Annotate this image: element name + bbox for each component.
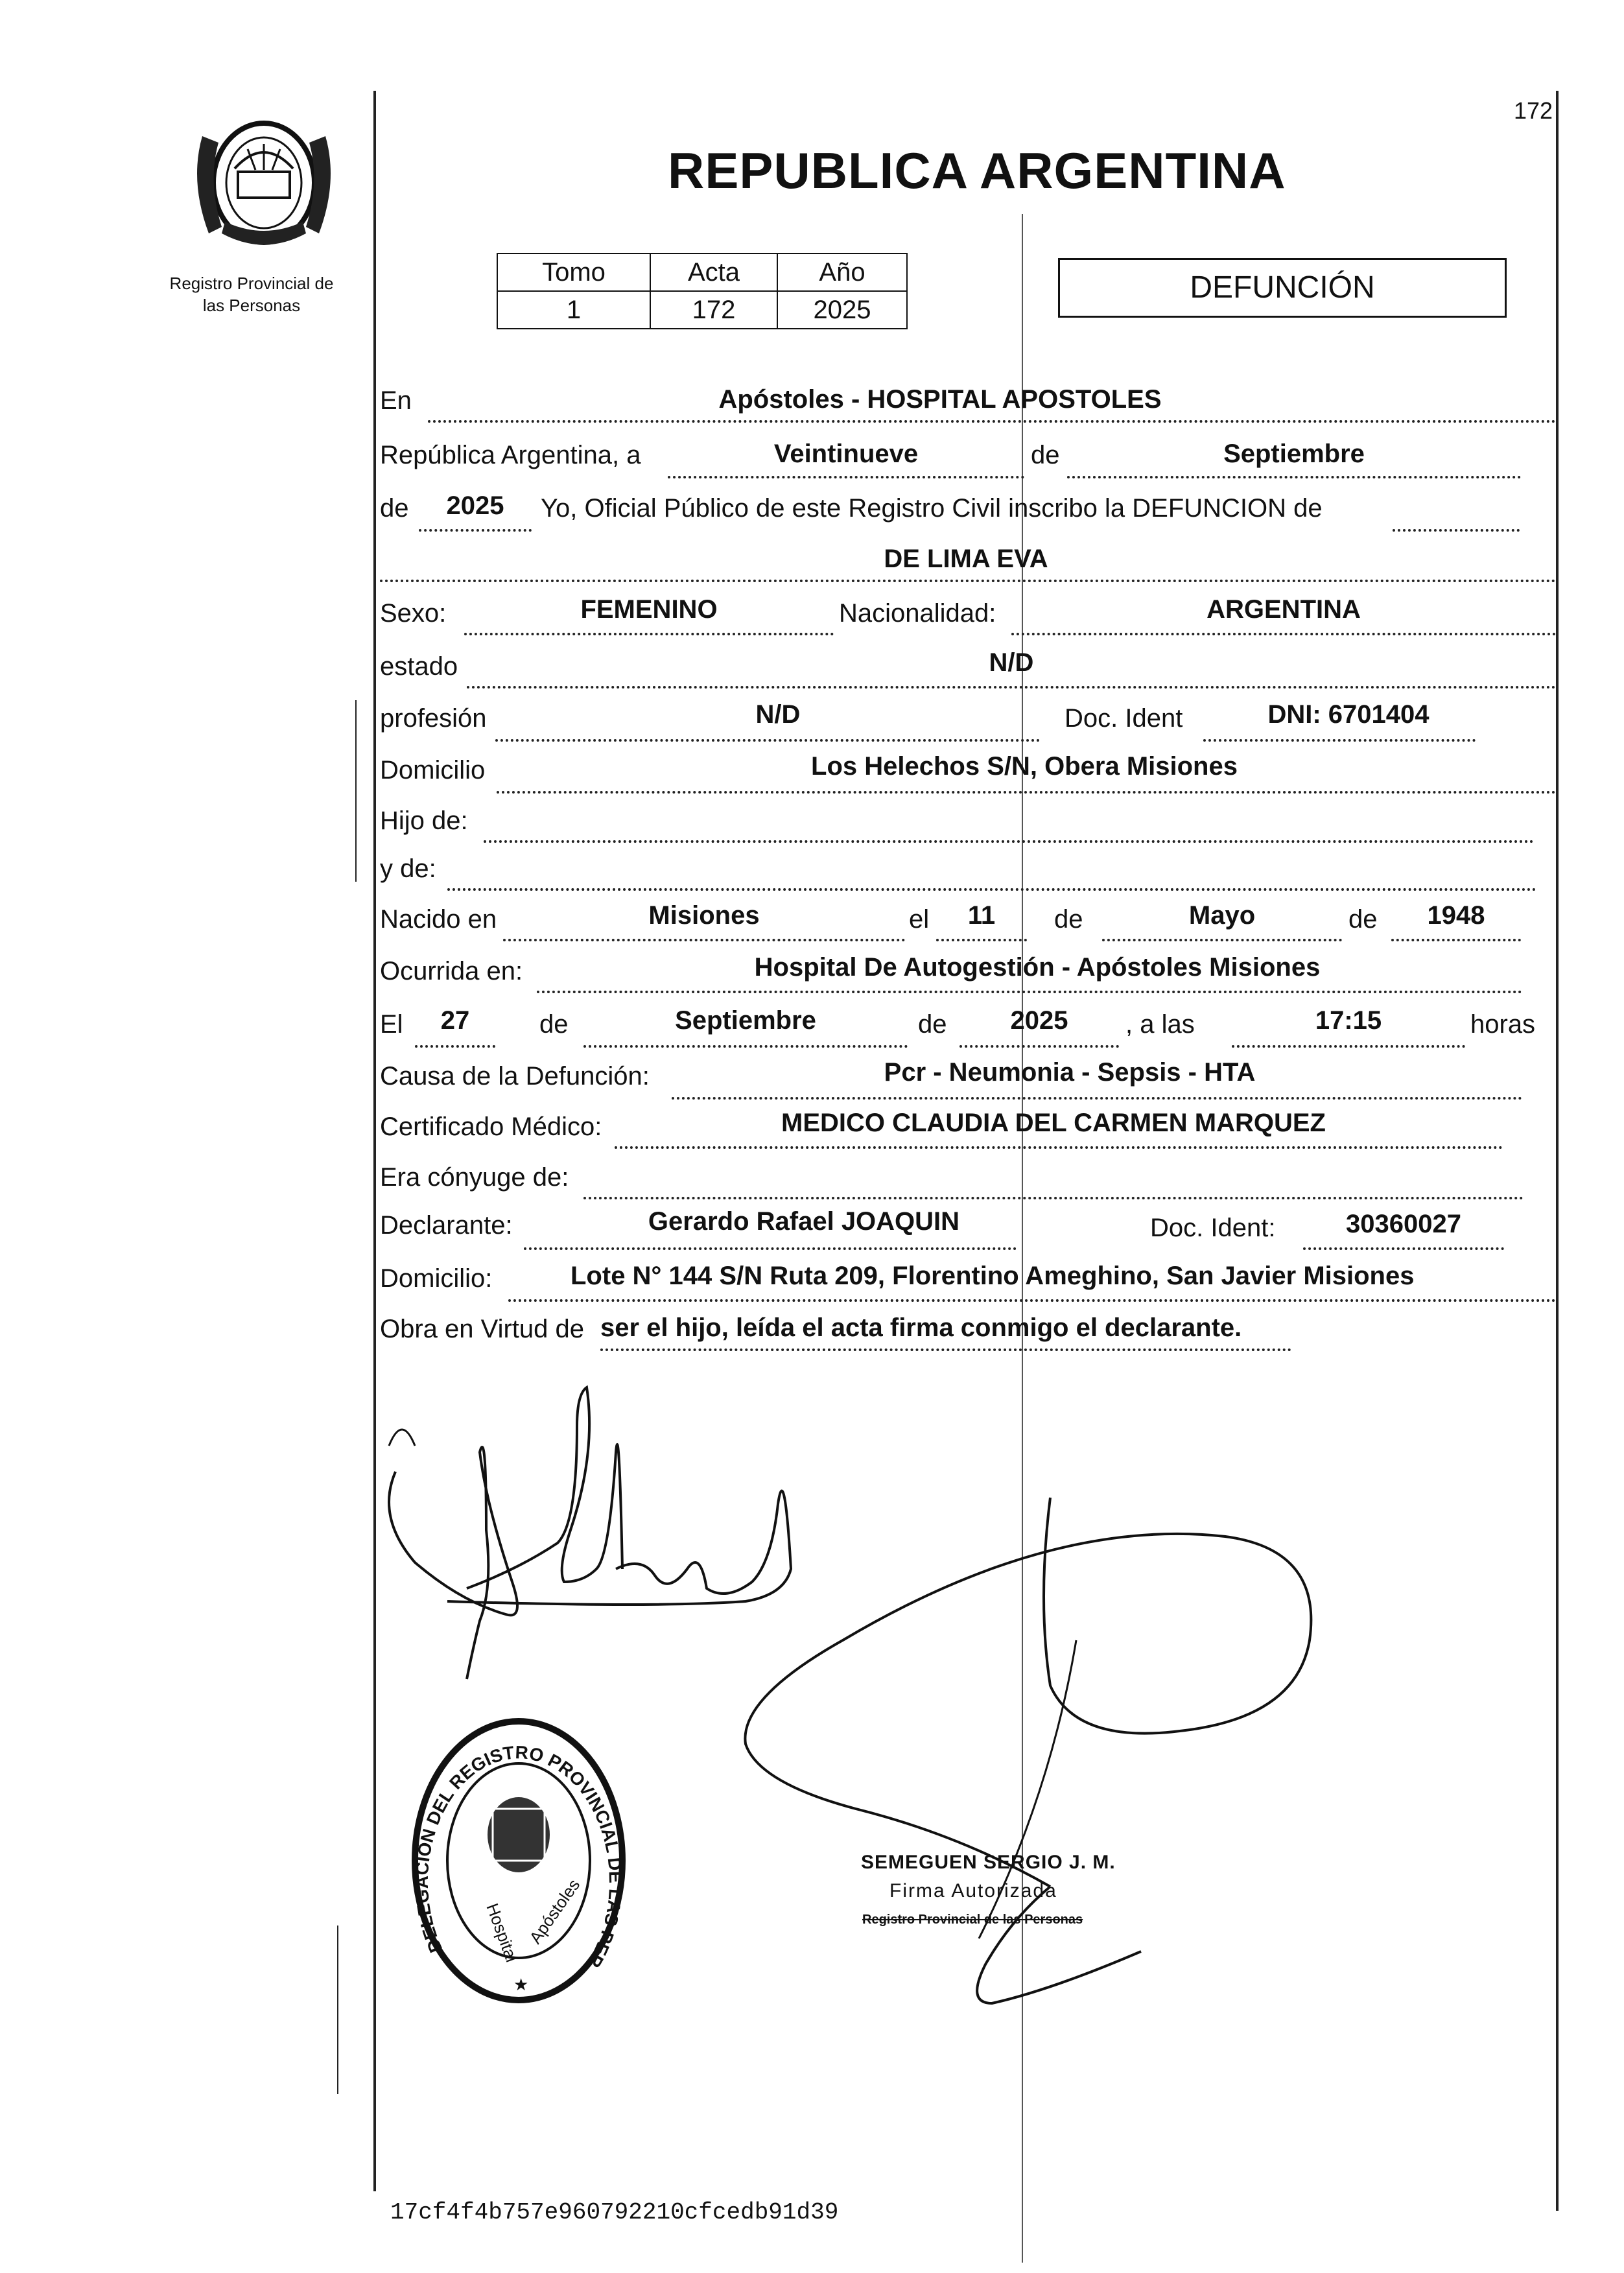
left-edge-mark: [355, 700, 357, 882]
page-number: 172: [1514, 97, 1553, 124]
doc-ident-value: DNI: 6701404: [1267, 700, 1430, 729]
oficial-dots: [1393, 529, 1520, 532]
document-hash: 17cf4f4b757e960792210cfcedb91d39: [390, 2199, 839, 2226]
mes-value: Septiembre: [1223, 440, 1365, 468]
stamp-star-icon: ★: [513, 1975, 529, 1994]
el2-label: El: [380, 1010, 403, 1039]
anio-dots: [419, 529, 532, 532]
def-mes-dots: [583, 1045, 908, 1048]
y-de-label: y de:: [380, 854, 436, 883]
en-dots: [428, 420, 1556, 423]
nacido-label: Nacido en: [380, 905, 497, 934]
nacionalidad-value: ARGENTINA: [1206, 595, 1361, 624]
sexo-dots: [464, 633, 834, 635]
signer-registry: Registro Provincial de las Personas: [862, 1913, 1083, 1927]
table-header-anio: Año: [777, 253, 907, 291]
ocurrida-dots: [537, 991, 1522, 993]
declarante-label: Declarante:: [380, 1211, 513, 1240]
obra-label: Obra en Virtud de: [380, 1315, 585, 1343]
doc-ident2-value: 30360027: [1346, 1210, 1461, 1238]
el-label: el: [909, 905, 930, 934]
def-dia-value: 27: [440, 1006, 470, 1035]
nac-mes-value: Mayo: [1188, 901, 1256, 930]
conyuge-label: Era cónyuge de:: [380, 1163, 569, 1192]
left-edge-mark-lower: [337, 1926, 338, 2094]
table-header-tomo: Tomo: [497, 253, 650, 291]
doc-ident2-label: Doc. Ident:: [1150, 1214, 1276, 1242]
registry-label-line-1: Registro Provincial de: [169, 274, 334, 293]
obra-value: ser el hijo, leída el acta firma conmigo el declarante.: [600, 1313, 1242, 1342]
registry-label-line-2: las Personas: [202, 296, 301, 315]
nacionalidad-dots: [1011, 633, 1556, 635]
alas-label: , a las: [1125, 1010, 1195, 1039]
sexo-label: Sexo:: [380, 599, 447, 628]
table-value-tomo: 1: [497, 291, 650, 329]
sexo-value: FEMENINO: [580, 595, 718, 624]
def-anio-dots: [959, 1045, 1119, 1048]
mes-dots: [1067, 476, 1521, 478]
hijo-dots: [484, 840, 1534, 843]
nac-anio-value: 1948: [1427, 901, 1485, 930]
def-anio-value: 2025: [1010, 1006, 1068, 1035]
signer-name: SEMEGUEN SERGIO J. M.: [861, 1852, 1116, 1873]
en-label: En: [380, 386, 412, 415]
anio-value: 2025: [446, 491, 504, 520]
en-value: Apóstoles - HOSPITAL APOSTOLES: [718, 385, 1162, 414]
certificado-dots: [615, 1146, 1503, 1149]
doc-ident-dots: [1203, 739, 1476, 742]
stamp-inner-hospital: Hospital: [482, 1900, 522, 1965]
certificado-value: MEDICO CLAUDIA DEL CARMEN MARQUEZ: [781, 1109, 1326, 1137]
horas-label: horas: [1470, 1010, 1536, 1039]
conyuge-dots: [583, 1197, 1524, 1199]
signer-role: Firma Autorizada: [889, 1880, 1057, 1902]
estado-label: estado: [380, 652, 458, 681]
de4-label: de: [1348, 905, 1378, 934]
table-value-anio: 2025: [777, 291, 907, 329]
hora-dots: [1232, 1045, 1465, 1048]
official-stamp: [408, 1712, 629, 2010]
document-type-box: DEFUNCIÓN: [1058, 258, 1507, 318]
domicilio2-dots: [508, 1299, 1556, 1302]
profesion-label: profesión: [380, 704, 487, 733]
nacionalidad-label: Nacionalidad:: [839, 599, 996, 628]
nac-anio-dots: [1391, 939, 1521, 941]
nacido-value: Misiones: [648, 901, 760, 930]
nac-dia-dots: [936, 939, 1027, 941]
estado-dots: [467, 686, 1556, 689]
causa-dots: [672, 1097, 1522, 1100]
nac-mes-dots: [1102, 939, 1342, 941]
nombre-dots: [380, 580, 1556, 582]
registry-label: [148, 272, 355, 316]
y-de-dots: [447, 888, 1536, 891]
de3-label: de: [1054, 905, 1083, 934]
nombre-value: DE LIMA EVA: [884, 545, 1048, 573]
domicilio2-label: Domicilio:: [380, 1264, 493, 1293]
def-dia-dots: [415, 1045, 495, 1048]
oficial-text: Yo, Oficial Público de este Registro Civil inscribo la DEFUNCION de: [541, 494, 1323, 523]
hijo-label: Hijo de:: [380, 807, 468, 835]
official-signature: [687, 1472, 1348, 2042]
obra-dots: [600, 1348, 1291, 1351]
de2-label: de: [380, 494, 409, 523]
domicilio2-value: Lote N° 144 S/N Ruta 209, Florentino Ameghino, San Javier Misiones: [571, 1262, 1415, 1290]
domicilio-label: Domicilio: [380, 756, 486, 784]
stamp-inner-apostoles: Apóstoles: [525, 1875, 584, 1948]
domicilio-dots: [497, 791, 1556, 794]
declarante-value: Gerardo Rafael JOAQUIN: [648, 1207, 960, 1236]
estado-value: N/D: [989, 648, 1034, 677]
profesion-dots: [495, 739, 1040, 742]
stamp-outer-text: DELEGACION DEL REGISTRO PROVINCIAL DE LAS PER: [411, 1742, 626, 1972]
table-value-acta: 172: [650, 291, 777, 329]
ocurrida-value: Hospital De Autogestión - Apóstoles Misiones: [754, 953, 1321, 982]
dia-dots: [668, 476, 1024, 478]
de5-label: de: [539, 1010, 569, 1039]
domicilio-value: Los Helechos S/N, Obera Misiones: [811, 752, 1238, 781]
right-margin-rule: [1556, 91, 1559, 2211]
hora-value: 17:15: [1315, 1006, 1382, 1035]
declarante-dots: [524, 1247, 1017, 1250]
causa-label: Causa de la Defunción:: [380, 1062, 650, 1090]
left-margin-rule: [373, 91, 376, 2191]
de-label: de: [1031, 441, 1060, 469]
registry-table: [497, 253, 908, 329]
ocurrida-label: Ocurrida en:: [380, 957, 523, 985]
dia-value: Veintinueve: [773, 440, 919, 468]
table-header-acta: Acta: [650, 253, 777, 291]
profesion-value: N/D: [755, 700, 801, 729]
nacido-dots: [503, 939, 905, 941]
de6-label: de: [918, 1010, 947, 1039]
doc-ident-label: Doc. Ident: [1065, 704, 1183, 733]
document-title: REPUBLICA ARGENTINA: [668, 142, 1286, 199]
province-emblem: [183, 110, 345, 259]
doc-ident2-dots: [1303, 1247, 1504, 1250]
nac-dia-value: 11: [967, 901, 996, 930]
republica-label: República Argentina, a: [380, 441, 641, 469]
causa-value: Pcr - Neumonia - Sepsis - HTA: [884, 1058, 1256, 1087]
def-mes-value: Septiembre: [675, 1006, 816, 1035]
certificado-label: Certificado Médico:: [380, 1113, 602, 1141]
